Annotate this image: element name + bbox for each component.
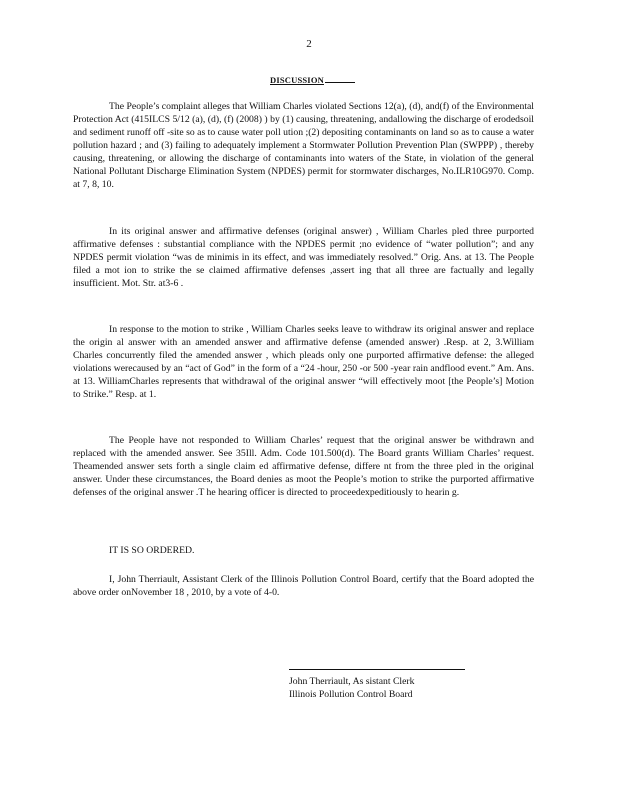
paragraph-complaint: The People’s complaint alleges that William Charles violated Sections 12(a), (d), and(f) of the Environmental Protection Act (415ILCS 5/12 (a), (d), (f) (2008) ) by (1) causing, threatening, andallowing the discharge of erodedsoil and sediment runoff off -site so as to cause water poll ution ;(2) depositing contaminants on land so as to cause a water pollution hazard ; and (3) failing to adequately implement a Stormwater Pollution Prevention Plan (SWPPP) , thereby causing, threatening, or allowing the discharge of contaminants into waters of the State, in violation of the general National Pollutant Discharge Elimination System (NPDES) permit for stormwater discharges, No.ILR10G970. Comp. at 7, 8, 10. bbox=[73, 101, 534, 191]
signature-board: Illinois Pollution Control Board bbox=[289, 689, 413, 700]
signature-block bbox=[289, 675, 414, 701]
order-statement: IT IS SO ORDERED. bbox=[109, 545, 195, 556]
paragraph-board-ruling: The People have not responded to William Charles’ request that the original answer be withdrawn and replaced with the amended answer. See 35Ill. Adm. Code 101.500(d). The Board grants William Charles’ request. Theamended answer sets forth a single claim ed affirmative defense, differe nt from the three pled in the original answer. Under these circumstances, the Board denies as moot the People’s motion to strike the purported affirmative defenses of the original answer .T he hearing officer is directed to proceedexpeditiously to hearin g. bbox=[73, 435, 534, 499]
paragraph-original-answer: In its original answer and affirmative defenses (original answer) , William Charles pled three purported affirmative defenses : substantial compliance with the NPDES permit ;no evidence of “water pollution”; and any NPDES permit violation “was de minimis in its effect, and was immediately resolved.” Orig. Ans. at 13. The People filed a mot ion to strike the se claimed affirmative defenses ,assert ing that all three are factually and legally insufficient. Mot. Str. at3-6 . bbox=[73, 226, 534, 290]
page-number: 2 bbox=[306, 38, 312, 50]
certification-paragraph: I, John Therriault, Assistant Clerk of the Illinois Pollution Control Board, certify that the Board adopted the above order onNovember 18 , 2010, by a vote of 4-0. bbox=[73, 574, 534, 599]
signature-name-title: John Therriault, As sistant Clerk bbox=[289, 676, 415, 687]
signature-line bbox=[289, 669, 465, 670]
section-heading: DISCUSSION bbox=[270, 74, 355, 85]
paragraph-response: In response to the motion to strike , William Charles seeks leave to withdraw its original answer and replace the origin al answer with an amended answer and affirmative defense (amended answer) .Resp. at 2, 3.William Charles concurrently filed the amended answer , which pleads only one purported affirmative defense: the alleged violations werecaused by an “act of God” in the form of a “24 -hour, 250 -or 500 -year rain andflood event.” Am. Ans. at 13. WilliamCharles represents that withdrawal of the original answer “will effectively moot [the People’s] Motion to Strike.” Resp. at 1. bbox=[73, 324, 534, 401]
